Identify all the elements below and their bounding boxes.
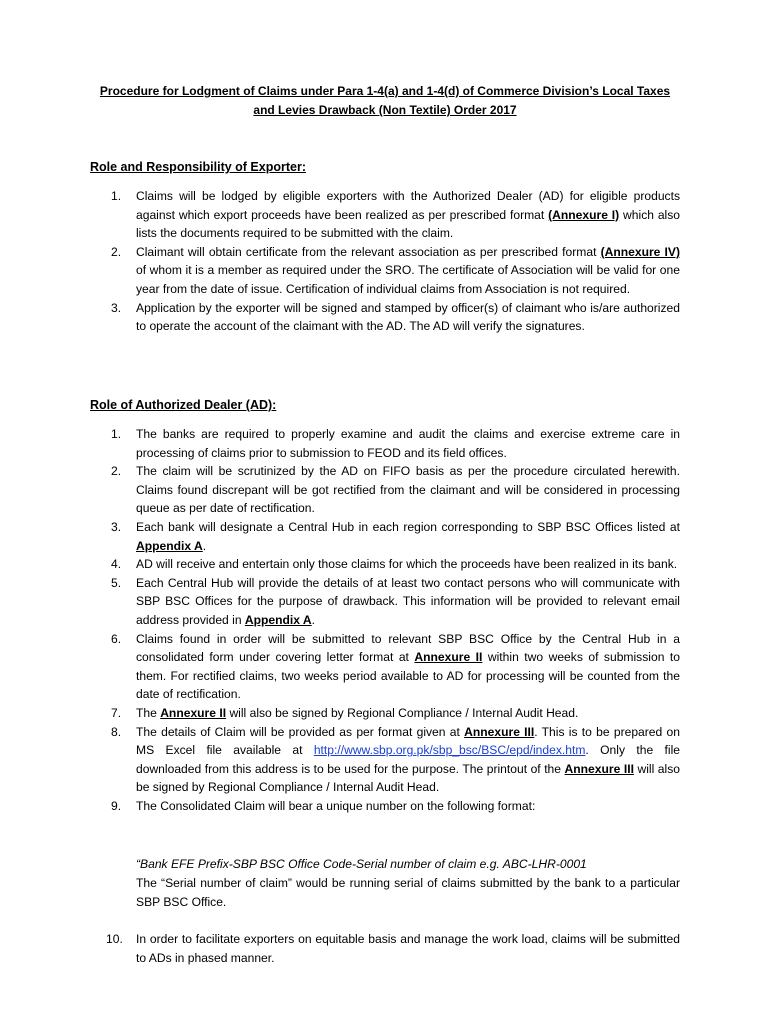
claim-number-format: “Bank EFE Prefix-SBP BSC Office Code-Serial number of claim e.g. ABC-LHR-0001	[136, 857, 587, 871]
dealer-list	[90, 425, 680, 815]
item-number: 2.	[111, 244, 122, 259]
item-number: 10.	[106, 932, 123, 946]
list-item: 2. The claim will be scrutinized by the AD on FIFO basis as per the procedure circulated herewith. Claims found discrepant will be got rectified from the claimant and will be considered in processing queue as per date of rectification.	[111, 464, 680, 516]
list-item: 3. Application by the exporter will be signed and stamped by officer(s) of claimant who is/are authorized to operate the account of the claimant with the AD. The AD will verify the signatures.	[111, 300, 680, 334]
list-item: 5. Each Central Hub will provide the details of at least two contact persons who will communicate with SBP BSC Offices for the purpose of drawback. This information will be provided to relevant email address provided in Appendix A.	[111, 575, 680, 627]
exporter-heading: Role and Responsibility of Exporter:	[90, 160, 306, 174]
document-title: Procedure for Lodgment of Claims under Para 1-4(a) and 1-4(d) of Commerce Division’s Local Taxes and Levies Drawback (Non Textile) Order 2017	[99, 84, 671, 117]
item-number: 2.	[111, 464, 122, 479]
item-number: 4.	[111, 557, 122, 572]
list-item: 9. The Consolidated Claim will bear a unique number on the following format:	[90, 797, 680, 816]
list-item: 4. AD will receive and entertain only those claims for which the proceeds have been realized in its bank.	[90, 555, 680, 574]
annexure-ref: Annexure II	[414, 650, 483, 665]
list-item: 2. Claimant will obtain certificate from the relevant association as per prescribed format (Annexure IV) of whom it is a member as required under the SRO. The certificate of Association will be valid for one year from the date of issue. Certification of individual claims from Association is not required.	[111, 244, 680, 296]
item-number: 9.	[111, 798, 122, 813]
list-item: 7. The Annexure II will also be signed by Regional Compliance / Internal Audit Head.	[90, 704, 680, 723]
item-number: 1.	[111, 427, 122, 441]
item-number: 8.	[111, 724, 122, 739]
annexure-ref: (Annexure IV)	[600, 244, 680, 259]
list-item: 6. Claims found in order will be submitted to relevant SBP BSC Office by the Central Hub in a consolidated form under covering letter format at Annexure II within two weeks of submission to them. For rectified claims, two weeks period available to AD for processing will be counted from the date of rectification.	[111, 631, 680, 702]
list-item: 8. The details of Claim will be provided as per format given at Annexure III. This is to be prepared on MS Excel file available at http://www.sbp.org.pk/sbp_bsc/BSC/epd/index.htm. Only the file downloaded from this address is to be used for the purpose. The printout of the Annexure III will also be signed by Regional Compliance / Internal Audit Head.	[111, 724, 680, 795]
item-number: 5.	[111, 575, 122, 590]
appendix-ref: Appendix A	[244, 612, 312, 627]
dealer-heading: Role of Authorized Dealer (AD):	[90, 398, 277, 412]
list-item: 1. The banks are required to properly examine and audit the claims and exercise extreme care in processing of claims prior to submission to FEOD and its field offices.	[111, 427, 680, 460]
annexure-ref: Annexure III	[464, 724, 535, 739]
list-item: 3. Each bank will designate a Central Hub in each region corresponding to SBP BSC Offices listed at Appendix A.	[111, 519, 680, 553]
exporter-list	[90, 187, 680, 336]
list-item: 10. In order to facilitate exporters on equitable basis and manage the work load, claims will be submitted to ADs in phased manner.	[106, 932, 680, 965]
item-number: 3.	[111, 300, 122, 315]
item-number: 1.	[111, 189, 122, 203]
item-number: 3.	[111, 519, 122, 534]
list-item: 1. Claims will be lodged by eligible exporters with the Authorized Dealer (AD) for eligible products against which export proceeds have been realized as per prescribed format (Annexure I) which also lists the documents required to be submitted with the claim.	[111, 189, 681, 241]
dealer-list-continued	[90, 930, 680, 967]
appendix-ref: Appendix A	[136, 538, 203, 553]
serial-number-note: The “Serial number of claim” would be running serial of claims submitted by the bank to a particular SBP BSC Office.	[136, 876, 680, 909]
annexure-ref: Annexure III	[564, 761, 634, 776]
item-number: 7.	[111, 705, 122, 720]
annexure-ref: Annexure II	[160, 705, 227, 720]
sbp-excel-link[interactable]: http://www.sbp.org.pk/sbp_bsc/BSC/epd/index.htm	[313, 743, 586, 758]
item-number: 6.	[111, 631, 122, 646]
annexure-ref: (Annexure I)	[548, 207, 620, 222]
